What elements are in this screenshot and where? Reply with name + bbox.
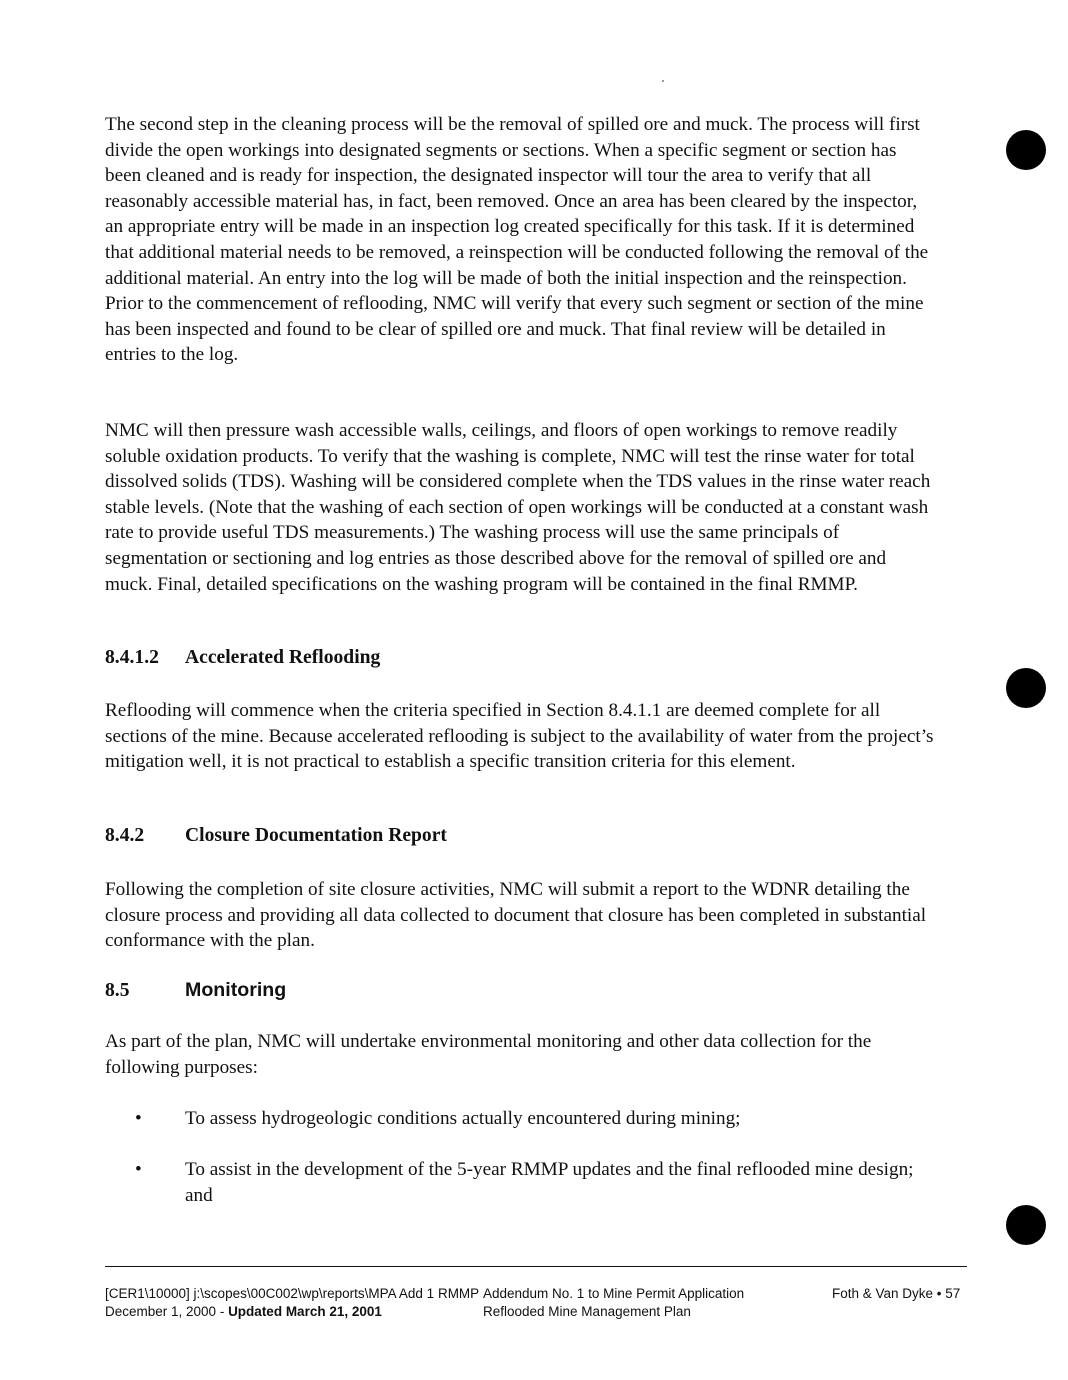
- heading-closure-documentation-report: [105, 825, 447, 847]
- paragraph-spilled-ore-removal: The second step in the cleaning process will be the removal of spilled ore and muck. The process will first divide the open workings into designated segments or sections. When a specific segment or section has been cleaned and is ready for inspection, the designated inspector will tour the area to verify that all reasonably accessible material has, in fact, been removed. Once an area has been cleared by the inspector, an appropriate entry will be made in an inspection log created specifically for this task. If it is determined that additional material needs to be removed, a reinspection will be conducted following the removal of the additional material. An entry into the log will be made of both the initial inspection and the reinspection. Prior to the commencement of reflooding, NMC will verify that every such segment or section of the mine has been inspected and found to be clear of spilled ore and muck. That final review will be detailed in entries to the log.: [105, 114, 929, 366]
- scan-speck: [662, 80, 664, 82]
- footer-company-page: [832, 1285, 960, 1303]
- paragraph-closure-report: Following the completion of site closure activities, NMC will submit a report to the WDNR detailing the closure process and providing all data collected to document that closure has been completed in substantial conformance with the plan.: [105, 879, 927, 952]
- punch-hole-bottom: [1006, 1205, 1046, 1245]
- section-title: Closure Documentation Report: [185, 825, 447, 846]
- section-number: 8.4.2: [105, 825, 145, 846]
- footer-divider: [105, 1266, 967, 1267]
- section-number: 8.4.1.2: [105, 647, 159, 668]
- footer-document-title: [483, 1285, 744, 1321]
- punch-hole-middle: [1006, 668, 1046, 708]
- footer-file-info: [105, 1285, 479, 1321]
- bullet-icon: •: [135, 1108, 142, 1129]
- paragraph-reflooding-criteria: Reflooding will commence when the criteria specified in Section 8.4.1.1 are deemed complete for all sections of the mine. Because accelerated reflooding is subject to the availability of water from the project’s mitigation well, it is not practical to establish a specific transition criteria for this element.: [105, 700, 934, 773]
- list-item: [105, 1106, 935, 1132]
- footer-company-and-page-number: Foth & Van Dyke • 57: [832, 1286, 961, 1301]
- list-item-text: To assess hydrogeologic conditions actually encountered during mining;: [185, 1108, 741, 1129]
- heading-monitoring: [105, 979, 286, 1002]
- section-number: 8.5: [105, 980, 130, 1001]
- footer-file-path: [CER1\10000] j:\scopes\00C002\wp\reports\MPA Add 1 RMMP: [105, 1286, 480, 1301]
- punch-hole-top: [1006, 130, 1046, 170]
- paragraph-pressure-wash: NMC will then pressure wash accessible walls, ceilings, and floors of open workings to remove readily soluble oxidation products. To verify that the washing is complete, NMC will test the rinse water for total dissolved solids (TDS). Washing will be considered complete when the TDS values in the rinse water reach stable levels. (Note that the washing of each section of open workings will be conducted at a constant wash rate to provide useful TDS measurements.) The washing process will use the same principals of segmentation or sectioning and log entries as those described above for the removal of spilled ore and muck. Final, detailed specifications on the washing program will be contained in the final RMMP.: [105, 420, 931, 595]
- bullet-icon: •: [135, 1159, 142, 1180]
- footer-date-line: [105, 1303, 479, 1321]
- section-title: Accelerated Reflooding: [185, 647, 381, 668]
- heading-accelerated-reflooding: [105, 647, 380, 669]
- footer-updated-date: Updated March 21, 2001: [228, 1304, 382, 1319]
- paragraph-monitoring-intro: As part of the plan, NMC will undertake environmental monitoring and other data collection for the following purposes:: [105, 1031, 872, 1078]
- list-item: [105, 1157, 935, 1208]
- section-title: Monitoring: [185, 979, 287, 1001]
- footer-doc-title-line-1: Addendum No. 1 to Mine Permit Application: [483, 1286, 745, 1301]
- list-item-text: To assist in the development of the 5-year RMMP updates and the final reflooded mine design; and: [185, 1159, 914, 1206]
- footer-date: December 1, 2000 -: [105, 1304, 229, 1319]
- footer-doc-title-line-2: Reflooded Mine Management Plan: [483, 1304, 691, 1319]
